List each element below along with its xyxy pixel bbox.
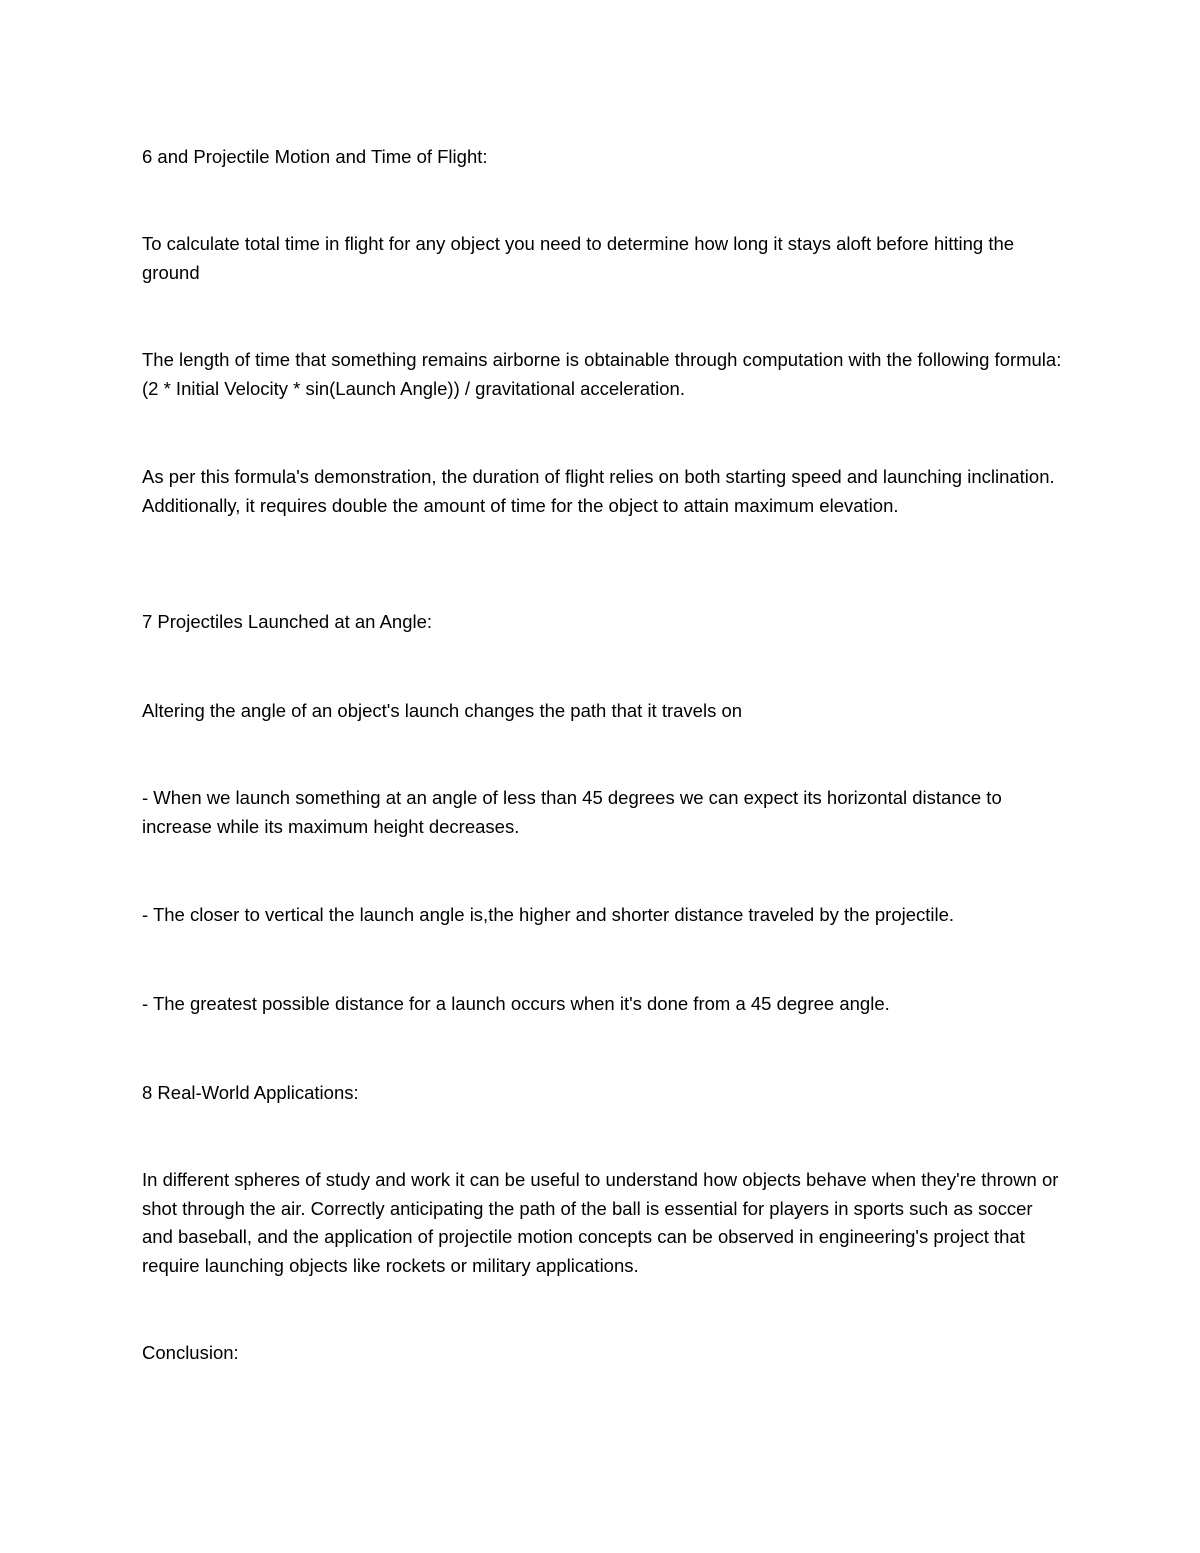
- paragraph-formula-demonstration: As per this formula's demonstration, the duration of flight relies on both starting speed and launching inclination. Additionally, it requires double the amount of time for the object to attain maximum elevation.: [142, 466, 1055, 516]
- paragraph-formula: The length of time that something remains airborne is obtainable through computation with the following formula: (2 * Initial Velocity * sin(Launch Angle)) / gravitational acceleration.: [142, 349, 1062, 399]
- paragraph-time-in-flight: To calculate total time in flight for any object you need to determine how long it stays aloft before hitting the ground: [142, 233, 1015, 283]
- bullet-closer-to-vertical: - The closer to vertical the launch angle is,the higher and shorter distance traveled by the projectile.: [142, 904, 955, 925]
- bullet-greatest-distance: - The greatest possible distance for a launch occurs when it's done from a 45 degree angle.: [142, 993, 890, 1014]
- paragraph-altering-angle: Altering the angle of an object's launch changes the path that it travels on: [142, 700, 743, 721]
- bullet-less-than-45: - When we launch something at an angle of less than 45 degrees we can expect its horizontal distance to increase while its maximum height decreases.: [142, 787, 1002, 837]
- section-heading-launched-at-angle: 7 Projectiles Launched at an Angle:: [142, 611, 433, 632]
- section-heading-real-world: 8 Real-World Applications:: [142, 1082, 359, 1103]
- section-heading-time-of-flight: 6 and Projectile Motion and Time of Flight:: [142, 146, 488, 167]
- paragraph-real-world: In different spheres of study and work it can be useful to understand how objects behave when they're thrown or shot through the air. Correctly anticipating the path of the ball is essential for players in sports such as soccer and baseball, and the application of projectile motion concepts can be observed in engineering's project that require launching objects like rockets or military applications.: [142, 1169, 1059, 1276]
- section-heading-conclusion: Conclusion:: [142, 1342, 239, 1363]
